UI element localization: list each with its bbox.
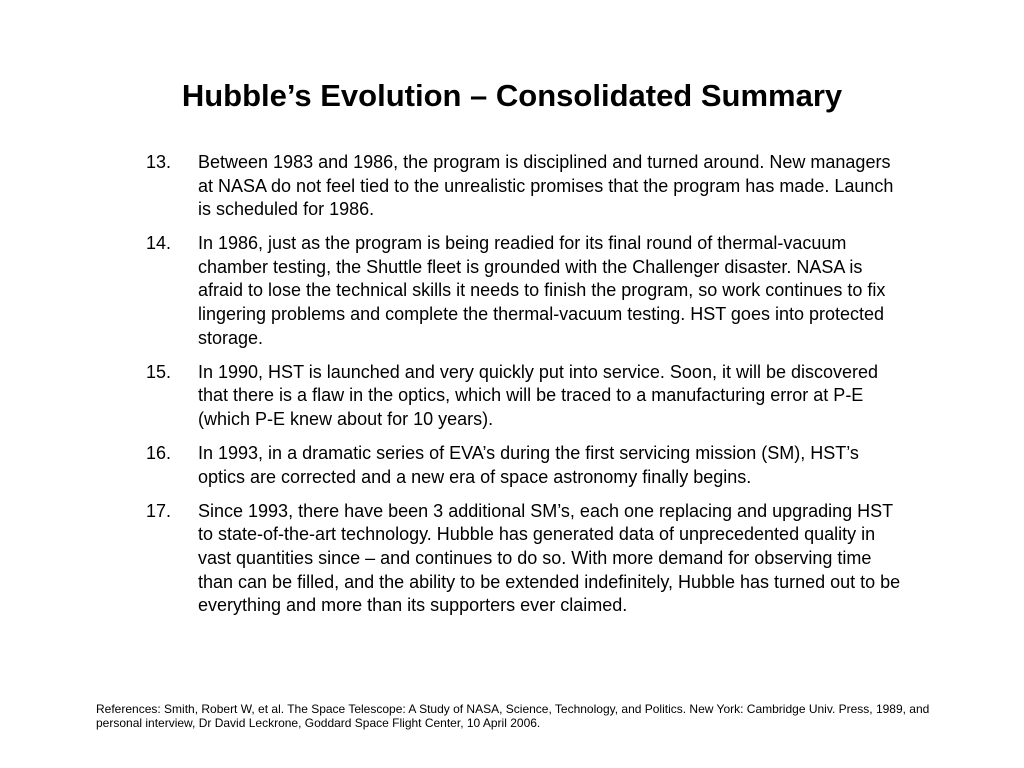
item-number: 15.: [146, 361, 172, 382]
references-footnote: References: Smith, Robert W, et al. The Space Telescope: A Study of NASA, Science, Technology, and Politics. New York: Cambridge Univ. Press, 1989, and personal interview, Dr David Leckrone, Goddard Space Flight Center, 10 April 2006.: [96, 702, 930, 730]
list-item: [146, 232, 906, 350]
item-text: Between 1983 and 1986, the program is disciplined and turned around. New managers at NASA do not feel tied to the unrealistic promises that the program has made. Launch is scheduled for 1986.: [198, 152, 894, 220]
summary-list: [146, 151, 906, 628]
list-item: [146, 151, 906, 222]
item-text: Since 1993, there have been 3 additional SM’s, each one replacing and upgrading HST to state-of-the-art technology. Hubble has generated data of unprecedented quality in vast quantities since – and continues to do so. With more demand for observing time than can be filled, and the ability to be extended indefinitely, Hubble has turned out to be everything and more than its supporters ever claimed.: [198, 500, 901, 616]
item-text: In 1990, HST is launched and very quickly put into service. Soon, it will be discovered that there is a flaw in the optics, which will be traced to a manufacturing error at P-E (which P-E knew about for 10 years).: [198, 361, 879, 429]
list-item: [146, 500, 906, 618]
slide-title: Hubble’s Evolution – Consolidated Summary: [181, 78, 843, 113]
item-number: 14.: [146, 233, 172, 254]
item-number: 16.: [146, 443, 172, 464]
item-number: 13.: [146, 152, 172, 172]
list-item: [146, 442, 906, 489]
item-text: In 1986, just as the program is being readied for its final round of thermal-vacuum chamber testing, the Shuttle fleet is grounded with the Challenger disaster. NASA is afraid to lose the technical skills it needs to finish the program, so work continues to fix lingering problems and complete the thermal-vacuum testing. HST goes into protected storage.: [198, 233, 886, 348]
item-text: In 1993, in a dramatic series of EVA’s during the first servicing mission (SM), HST’s optics are corrected and a new era of space astronomy finally begins.: [198, 443, 859, 487]
item-number: 17.: [146, 500, 172, 521]
list-item: [146, 361, 906, 432]
